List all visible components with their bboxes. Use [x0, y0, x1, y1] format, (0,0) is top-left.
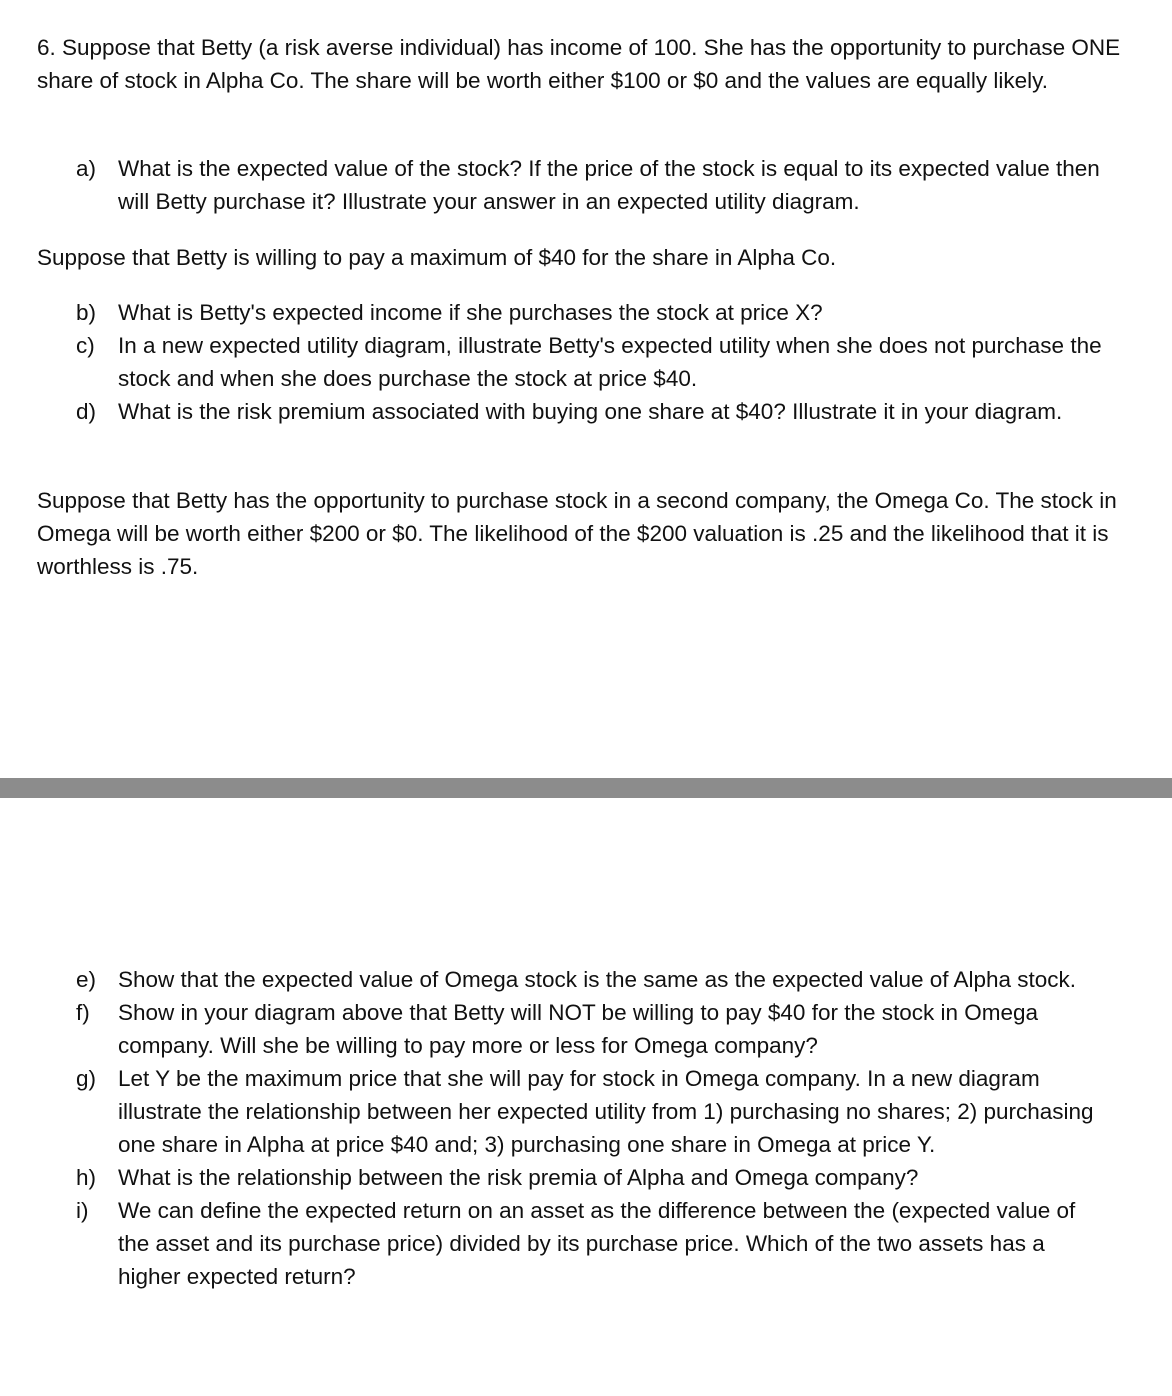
- list-text: What is Betty's expected income if she purchases the stock at price X?: [118, 300, 823, 325]
- list-text: What is the risk premium associated with buying one share at $40? Illustrate it in your diagram.: [118, 399, 1063, 424]
- list-text: Show in your diagram above that Betty will NOT be willing to pay $40 for the stock in Omega company. Will she be willing to pay more or less for Omega company?: [118, 1000, 1039, 1058]
- page-break-divider: [0, 778, 1172, 798]
- list-text: We can define the expected return on an asset as the difference between the (expected value of the asset and its purchase price) divided by its purchase price. Which of the two assets has a higher expected return?: [118, 1198, 1076, 1289]
- list-item: [0, 996, 1108, 1062]
- question-list-a: [0, 152, 1172, 218]
- list-text: Show that the expected value of Omega stock is the same as the expected value of Alpha stock.: [118, 967, 1077, 992]
- list-marker: d): [76, 399, 97, 424]
- list-marker: c): [76, 333, 95, 358]
- list-marker: g): [76, 1066, 97, 1091]
- mid-paragraph: Suppose that Betty is willing to pay a maximum of $40 for the share in Alpha Co.: [37, 245, 837, 270]
- list-item: [0, 296, 1108, 329]
- list-item: [0, 329, 1108, 395]
- omega-paragraph: Suppose that Betty has the opportunity to purchase stock in a second company, the Omega Co. The stock in Omega will be worth either $200 or $0. The likelihood of the $200 valuation is .25 and the likelihood that it is worthless is .75.: [37, 488, 1117, 579]
- list-marker: f): [76, 1000, 90, 1025]
- list-item: [0, 1194, 1108, 1293]
- list-marker: h): [76, 1165, 97, 1190]
- question-list-e-i: [0, 963, 1172, 1293]
- list-item: [0, 963, 1108, 996]
- intro-paragraph: 6. Suppose that Betty (a risk averse individual) has income of 100. She has the opportunity to purchase ONE share of stock in Alpha Co. The share will be worth either $100 or $0 and the values are equally likely.: [37, 35, 1121, 93]
- list-marker: i): [76, 1198, 89, 1223]
- list-text: Let Y be the maximum price that she will pay for stock in Omega company. In a new diagram illustrate the relationship between her expected utility from 1) purchasing no shares; 2) purchasing one share in Alpha at price $40 and; 3) purchasing one share in Omega at price Y.: [118, 1066, 1094, 1157]
- list-item: [0, 395, 1108, 428]
- list-item: [0, 1161, 1108, 1194]
- list-marker: a): [76, 156, 97, 181]
- list-item: [0, 152, 1108, 218]
- page-bottom: [0, 800, 1172, 1396]
- list-text: What is the relationship between the risk premia of Alpha and Omega company?: [118, 1165, 919, 1190]
- list-item: [0, 1062, 1108, 1161]
- list-marker: b): [76, 300, 97, 325]
- list-text: What is the expected value of the stock? If the price of the stock is equal to its expected value then will Betty purchase it? Illustrate your answer in an expected utility diagram.: [118, 156, 1100, 214]
- question-list-b-d: [0, 296, 1172, 428]
- list-marker: e): [76, 967, 97, 992]
- list-text: In a new expected utility diagram, illustrate Betty's expected utility when she does not purchase the stock and when she does purchase the stock at price $40.: [118, 333, 1102, 391]
